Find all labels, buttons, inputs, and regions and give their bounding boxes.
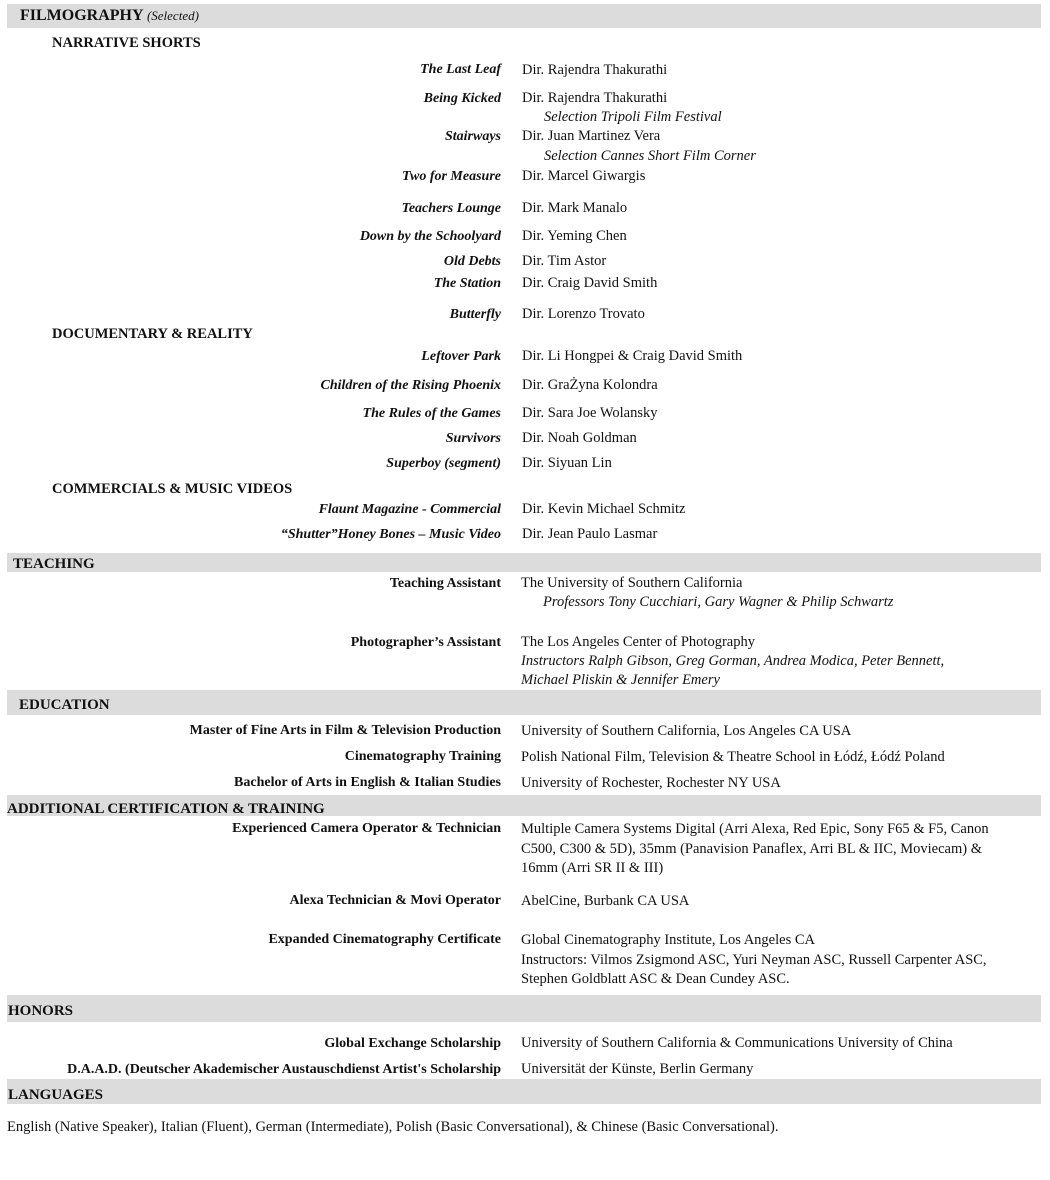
- film-title: The Last Leaf: [420, 62, 501, 77]
- honor-award: D.A.A.D. (Deutscher Akademischer Austauschdienst Artist's Scholarship: [67, 1062, 501, 1077]
- teaching-place: [521, 574, 1021, 612]
- honors-heading: HONORS: [8, 1003, 74, 1019]
- film-director: Dir. Marcel Giwargis: [522, 168, 646, 184]
- teaching-place: [521, 633, 971, 690]
- doc-title: Survivors: [445, 431, 501, 446]
- doc-director: Dir. GraŻyna Kolondra: [522, 377, 658, 393]
- commercial-title: Flaunt Magazine - Commercial: [318, 502, 501, 517]
- doc-director: Dir. Li Hongpei & Craig David Smith: [522, 348, 743, 364]
- film-title: Old Debts: [443, 254, 501, 269]
- teaching-people: Instructors Ralph Gibson, Greg Gorman, Andrea Modica, Peter Bennett, Michael Pliskin & Jennifer Emery: [521, 653, 945, 688]
- film-festival-note: Selection Cannes Short Film Corner: [544, 148, 756, 164]
- filmography-heading-note: (Selected): [146, 8, 199, 23]
- education-degree: Bachelor of Arts in English & Italian Studies: [234, 775, 501, 790]
- commercials-subheading: COMMERCIALS & MUSIC VIDEOS: [52, 481, 293, 497]
- languages-band: [7, 1079, 1041, 1104]
- film-director: Dir. Lorenzo Trovato: [522, 306, 645, 322]
- film-title: Two for Measure: [401, 169, 501, 184]
- teaching-band: [7, 553, 1041, 572]
- teaching-place-name: The University of Southern California: [521, 575, 743, 591]
- film-title: Being Kicked: [423, 91, 501, 106]
- commercial-director: Dir. Jean Paulo Lasmar: [522, 526, 658, 542]
- doc-title: Superboy (segment): [386, 456, 501, 471]
- commercial-director: Dir. Kevin Michael Schmitz: [522, 501, 686, 517]
- languages-list: English (Native Speaker), Italian (Fluent), German (Intermediate), Polish (Basic Conversational), & Chinese (Basic Conversational).: [7, 1119, 779, 1135]
- film-director: Dir. Rajendra Thakurathi: [522, 90, 668, 106]
- film-director: Dir. Mark Manalo: [522, 200, 628, 216]
- certification-label: Alexa Technician & Movi Operator: [289, 893, 501, 908]
- education-school: University of Rochester, Rochester NY USA: [521, 775, 781, 791]
- doc-director: Dir. Noah Goldman: [522, 430, 637, 446]
- honor-award: Global Exchange Scholarship: [324, 1036, 501, 1051]
- film-festival-note: Selection Tripoli Film Festival: [544, 109, 722, 125]
- honor-institution: Universität der Künste, Berlin Germany: [521, 1061, 754, 1077]
- doc-title: Leftover Park: [421, 349, 501, 364]
- certification-instructors: Instructors: Vilmos Zsigmond ASC, Yuri Neyman ASC, Russell Carpenter ASC, Stephen Goldblatt ASC & Dean Cundey ASC.: [521, 951, 987, 987]
- certification-label: Experienced Camera Operator & Technician: [232, 821, 501, 836]
- honor-institution: University of Southern California & Communications University of China: [521, 1035, 953, 1051]
- filmography-heading-text: FILMOGRAPHY: [20, 7, 143, 24]
- teaching-role: Teaching Assistant: [389, 576, 501, 591]
- film-director: Dir. Tim Astor: [522, 253, 607, 269]
- doc-director: Dir. Sara Joe Wolansky: [522, 405, 658, 421]
- certification-heading: ADDITIONAL CERTIFICATION & TRAINING: [7, 801, 325, 817]
- teaching-people: Professors Tony Cucchiari, Gary Wagner & Philip Schwartz: [543, 594, 894, 610]
- certification-label: Expanded Cinematography Certificate: [268, 932, 501, 947]
- honors-band: [7, 995, 1041, 1022]
- film-director: Dir. Yeming Chen: [522, 228, 627, 244]
- film-title: Butterfly: [449, 307, 501, 322]
- doc-director: Dir. Siyuan Lin: [522, 455, 612, 471]
- certification-detail: [521, 931, 1011, 990]
- education-school: Polish National Film, Television & Theatre School in Łódź, Łódź Poland: [521, 749, 945, 765]
- certification-detail-line: Global Cinematography Institute, Los Angeles CA: [521, 932, 815, 948]
- film-director: Dir. Juan Martinez Vera: [522, 128, 661, 144]
- education-degree: Master of Fine Arts in Film & Television Production: [189, 723, 501, 738]
- film-title: Down by the Schoolyard: [359, 229, 501, 244]
- film-title: Teachers Lounge: [401, 201, 501, 216]
- teaching-place-name: The Los Angeles Center of Photography: [521, 634, 755, 650]
- doc-title: The Rules of the Games: [362, 406, 501, 421]
- narrative-subheading: NARRATIVE SHORTS: [52, 35, 201, 51]
- education-heading: EDUCATION: [19, 697, 110, 713]
- documentary-subheading: DOCUMENTARY & REALITY: [52, 326, 253, 342]
- certification-detail: AbelCine, Burbank CA USA: [521, 893, 690, 909]
- film-director: Dir. Craig David Smith: [522, 275, 658, 291]
- education-school: University of Southern California, Los Angeles CA USA: [521, 723, 852, 739]
- education-band: [7, 690, 1041, 715]
- film-director: Dir. Rajendra Thakurathi: [522, 62, 668, 78]
- certification-detail: Multiple Camera Systems Digital (Arri Alexa, Red Epic, Sony F65 & F5, Canon C500, C300 & 5D), 35mm (Panavision Panaflex, Arri BL & IIC, Moviecam) & 16mm (Arri SR II & III): [521, 821, 989, 876]
- doc-title: Children of the Rising Phoenix: [320, 378, 501, 393]
- filmography-heading: [20, 7, 199, 25]
- film-title: Stairways: [444, 129, 501, 144]
- teaching-heading: TEACHING: [13, 556, 95, 572]
- education-degree: Cinematography Training: [344, 749, 501, 764]
- film-title: The Station: [433, 276, 501, 291]
- languages-heading: LANGUAGES: [8, 1087, 104, 1103]
- commercial-title: “Shutter”Honey Bones – Music Video: [280, 527, 501, 542]
- teaching-role: Photographer’s Assistant: [350, 635, 501, 650]
